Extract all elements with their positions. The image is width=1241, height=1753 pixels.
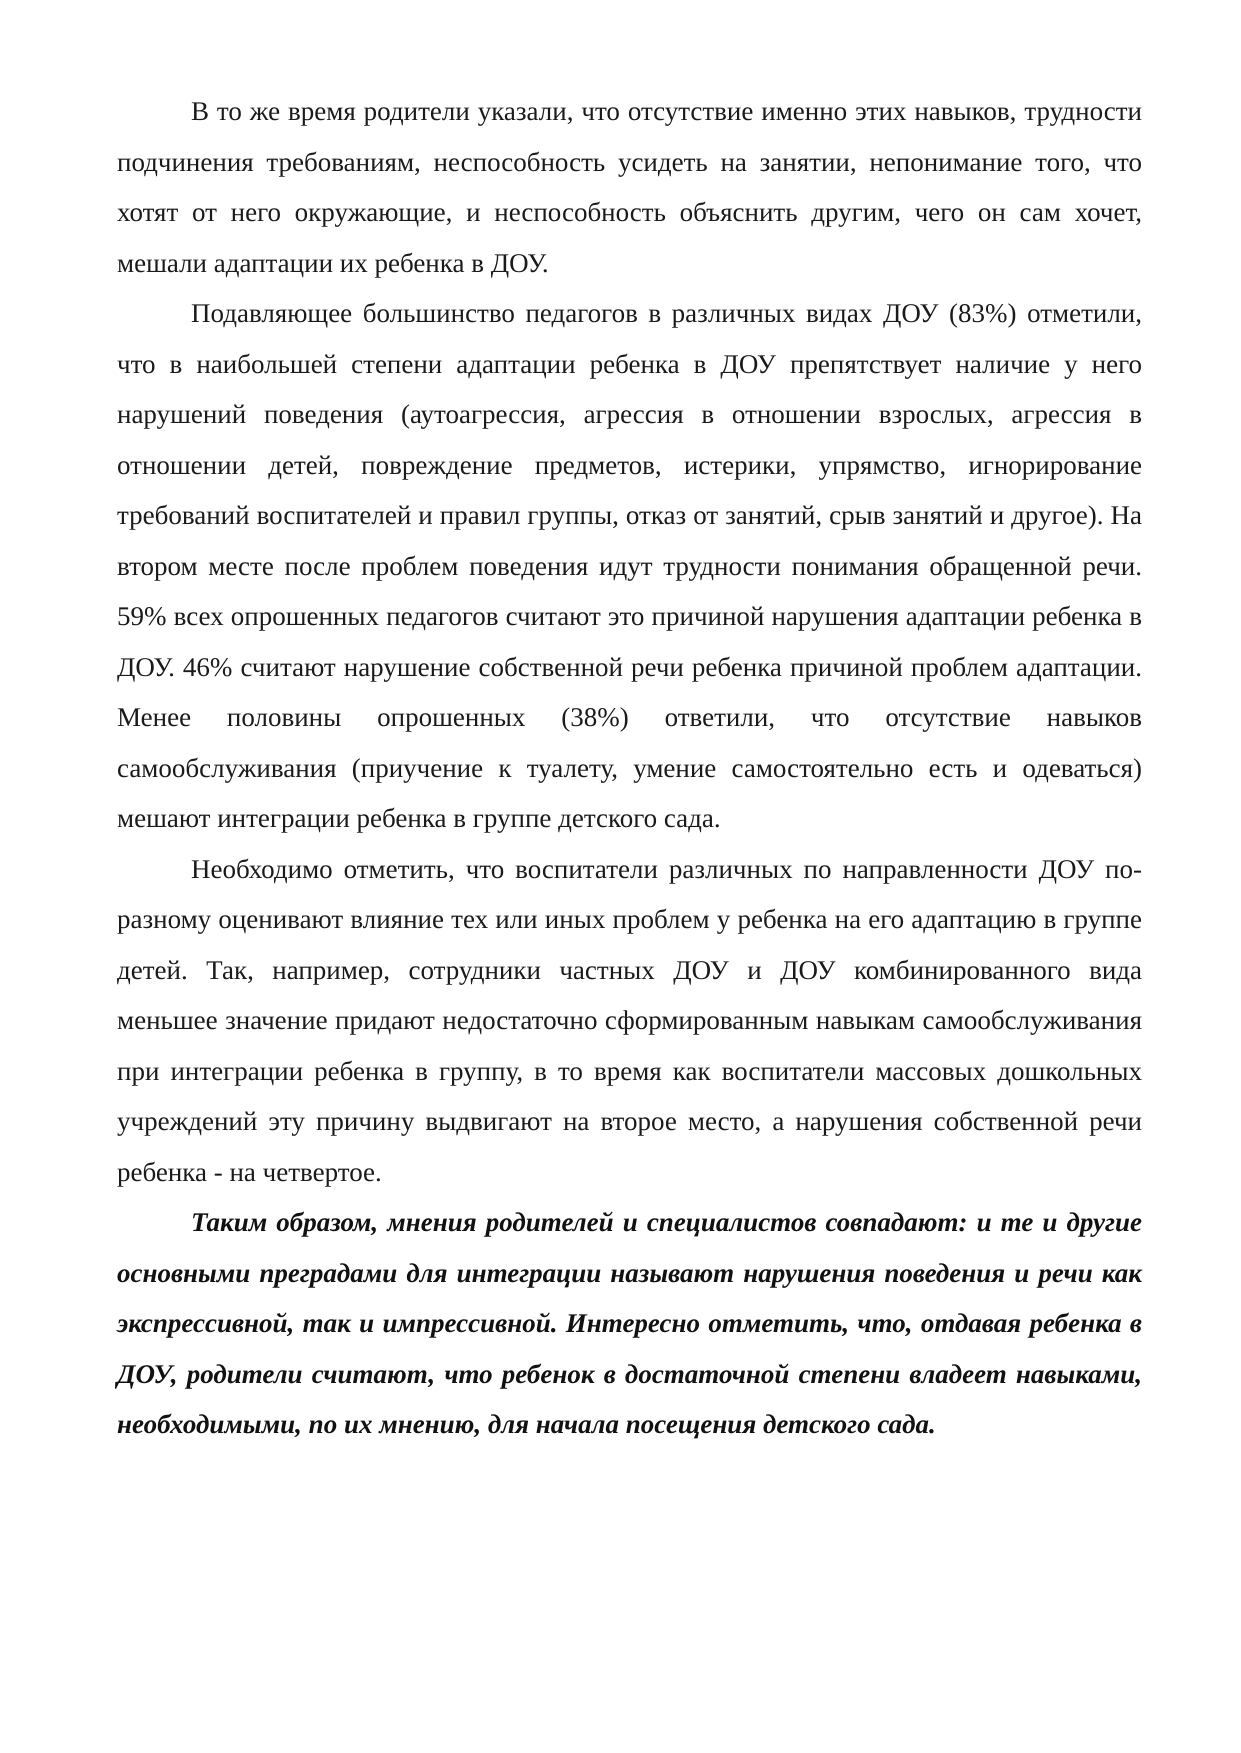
paragraph-preschool-types: Необходимо отметить, что воспитатели различных по направленности ДОУ по-разному оценивают влияние тех или иных проблем у ребенка на его адаптацию в группе детей. Так, например, сотрудники частных ДОУ и ДОУ комбинированного вида меньшее значение придают недостаточно сформированным навыкам самообслуживания при интеграции ребенка в группу, в то время как воспитатели массовых дошкольных учреждений эту причину выдвигают на второе место, а нарушения собственной речи ребенка - на четвертое. <box>117 853 1142 1187</box>
paragraph-parents-skills: В то же время родители указали, что отсутствие именно этих навыков, трудности подчинения требованиям, неспособность усидеть на занятии, непонимание того, что хотят от него окружающие, и неспособность объяснить другим, чего он сам хочет, мешали адаптации их ребенка в ДОУ. <box>117 96 1142 278</box>
document-body <box>117 86 1142 1450</box>
paragraph-teachers-survey: Подавляющее большинство педагогов в различных видах ДОУ (83%) отметили, что в наибольшей степени адаптации ребенка в ДОУ препятствует наличие у него нарушений поведения (аутоагрессия, агрессия в отношении взрослых, агрессия в отношении детей, повреждение предметов, истерики, упрямство, игнорирование требований воспитателей и правил группы, отказ от занятий, срыв занятий и другое). На втором месте после проблем поведения идут трудности понимания обращенной речи. 59% всех опрошенных педагогов считают это причиной нарушения адаптации ребенка в ДОУ. 46% считают нарушение собственной речи ребенка причиной проблем адаптации. Менее половины опрошенных (38%) ответили, что отсутствие навыков самообслуживания (приучение к туалету, умение самостоятельно есть и одеваться) мешают интеграции ребенка в группе детского сада. <box>117 298 1142 833</box>
paragraph-conclusion: Таким образом, мнения родителей и специалистов совпадают: и те и другие основными преградами для интеграции называют нарушения поведения и речи как экспрессивной, так и импрессивной. Интересно отметить, что, отдавая ребенка в ДОУ, родители считают, что ребенок в достаточной степени владеет навыками, необходимыми, по их мнению, для начала посещения детского сада. <box>117 1207 1142 1439</box>
